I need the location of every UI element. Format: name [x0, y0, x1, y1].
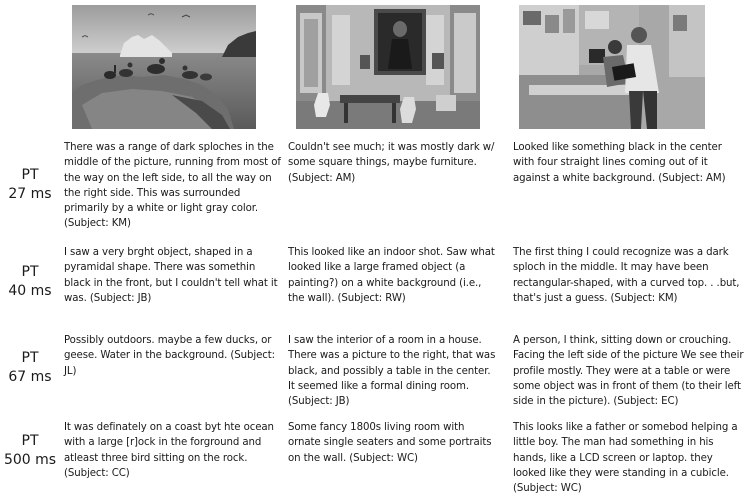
- pt-time: 27 ms: [8, 186, 52, 202]
- pt-label-40ms: [0, 263, 60, 301]
- description-room-27ms: Couldn't see much; it was mostly dark w/ some square things, maybe furniture. (Subject: AM): [288, 142, 495, 184]
- pt-time: 40 ms: [8, 283, 52, 299]
- pt-time: 500 ms: [3, 452, 57, 468]
- description-people-27ms: Looked like something black in the center with four straight lines coming out of it against a white background. (Subject: AM): [513, 142, 726, 184]
- description-coast-500ms: It was definately on a coast byt hte ocean with a large [r]ock in the forground and atleast three bird sitting on the rock. (Subject: CC): [64, 422, 274, 479]
- pt-label-27ms: [0, 166, 60, 204]
- description-coast-67ms: Possibly outdoors. maybe a few ducks, or geese. Water in the background. (Subject: JL): [64, 335, 276, 377]
- pt-text: PT: [21, 167, 39, 183]
- pt-label-67ms: [0, 349, 60, 387]
- photo-coast-birds: [72, 5, 256, 129]
- pt-label-500ms: [0, 432, 60, 470]
- pt-text: PT: [21, 433, 39, 449]
- description-room-67ms: I saw the interior of a room in a house. There was a picture to the right, that was black, and possibly a table in the center. It seemed like a formal dining room. (Subject: JB): [288, 335, 496, 408]
- photo-ornate-room: [296, 5, 480, 129]
- description-people-40ms: The first thing I could recognize was a dark sploch in the middle. It may have been rectangular-shaped, with a curved top. . .but, that's just a guess. (Subject: KM): [513, 247, 740, 304]
- photo-man-and-boy: [519, 5, 705, 129]
- description-people-67ms: A person, I think, sitting down or crouching. Facing the left side of the picture We see their profile mostly. They were at a table or were some object was in front of them (to their left side in the picture). (Subject: EC): [513, 335, 744, 408]
- description-room-500ms: Some fancy 1800s living room with ornate single seaters and some portraits on the wall. (Subject: WC): [288, 422, 492, 464]
- description-coast-27ms: There was a range of dark sploches in the middle of the picture, running from most of the way on the left side, to all the way on the right side. This was surrounded primarily by a white or light gray color. (Subject: KM): [64, 142, 281, 230]
- pt-text: PT: [21, 264, 39, 280]
- description-room-40ms: This looked like an indoor shot. Saw what looked like a large framed object (a painting?) on a white background (i.e., the wall). (Subject: RW): [288, 247, 495, 304]
- pt-text: PT: [21, 350, 39, 366]
- description-coast-40ms: I saw a very brght object, shaped in a pyramidal shape. There was somethin black in the front, but I couldn't tell what it was. (Subject: JB): [64, 247, 278, 304]
- description-people-500ms: This looks like a father or somebod helping a little boy. The man had something in his hands, like a LCD screen or laptop. they looked like they were standing in a cubicle. (Subject: WC): [513, 422, 738, 495]
- pt-time: 67 ms: [8, 369, 52, 385]
